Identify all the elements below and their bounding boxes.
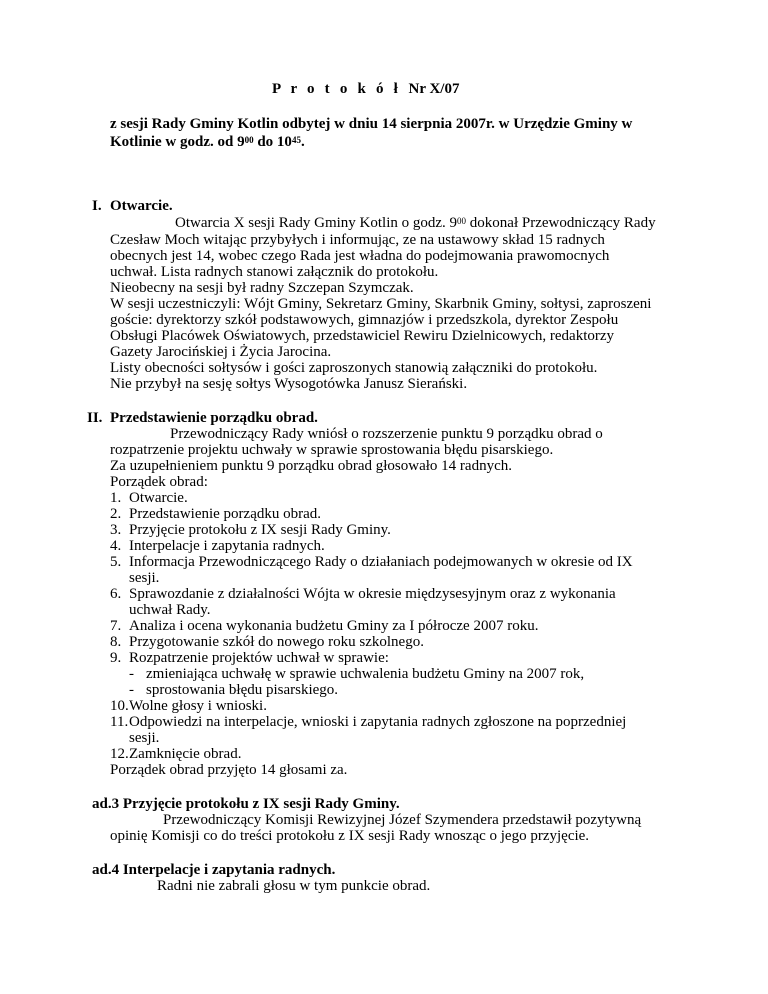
paragraph-line: Przewodniczący Rady wniósł o rozszerzenie punktu 9 porządku obrad o (170, 426, 603, 442)
session-intro (110, 116, 670, 150)
title-word: P r o t o k ó ł (272, 81, 401, 97)
paragraph-line: Przewodniczący Komisji Rewizyjnej Józef Szymendera przedstawił pozytywną (163, 812, 642, 828)
paragraph-line: goście: dyrektorzy szkół podstawowych, gimnazjów i przedszkola, dyrektor Zespołu (110, 312, 619, 328)
paragraph-line: Czesław Moch witając przybyłych i informując, ze na ustawowy skład 15 radnych (110, 232, 605, 248)
paragraph-line: opinię Komisji co do treści protokołu z IX sesji Rady wnosząc o jego przyjęcie. (110, 828, 590, 844)
section-title: ad.3 Przyjęcie protokołu z IX sesji Rady Gminy. (92, 796, 400, 812)
paragraph-line: Listy obecności sołtysów i gości zaproszonych stanowią załączniki do protokołu. (110, 360, 598, 376)
intro-line-2: Kotlinie w godz. od $9^{00}$ do $10^{45}$. (110, 134, 305, 150)
paragraph-line: W sesji uczestniczyli: Wójt Gminy, Sekretarz Gminy, Skarbnik Gminy, sołtysi, zaproszeni (110, 296, 652, 312)
intro-line-1: z sesji Rady Gminy Kotlin odbytej w dniu 14 sierpnia 2007r. w Urzędzie Gminy w (110, 116, 633, 132)
paragraph-line: Radni nie zabrali głosu w tym punkcie obrad. (157, 878, 431, 894)
section-title: Otwarcie. (110, 198, 173, 214)
paragraph-line: Nie przybył na sesję sołtys Wysogotówka Janusz Sierański. (110, 376, 468, 392)
paragraph-line: Porządek obrad przyjęto 14 głosami za. (110, 762, 348, 778)
section-title: ad.4 Interpelacje i zapytania radnych. (92, 862, 336, 878)
section-number: I. (92, 198, 102, 214)
paragraph-line: Otwarcia X sesji Rady Gminy Kotlin o godz. $9^{00}$ dokonał Przewodniczący Rady (175, 215, 656, 231)
paragraph-line: uchwał. Lista radnych stanowi załącznik do protokołu. (110, 264, 439, 280)
section-number: II. (87, 410, 103, 426)
paragraph-line: obecnych jest 14, wobec czego Rada jest władna do podejmowania prawomocnych (110, 248, 610, 264)
section-title: Przedstawienie porządku obrad. (110, 410, 318, 426)
paragraph-line: Za uzupełnieniem punktu 9 porządku obrad głosowało 14 radnych. (110, 458, 512, 474)
paragraph-line: rozpatrzenie projektu uchwały w sprawie sprostowania błędu pisarskiego. (110, 442, 554, 458)
title-number: Nr X/07 (408, 81, 460, 97)
paragraph-line: Obsługi Placówek Oświatowych, przedstawiciel Rewiru Dzielnicowych, redaktorzy (110, 328, 615, 344)
document-title (272, 81, 459, 97)
paragraph-line: Porządek obrad: (110, 474, 208, 490)
paragraph-line: Nieobecny na sesji był radny Szczepan Szymczak. (110, 280, 414, 296)
document-page: P r o t o k ó ł Nr X/07 z sesji Rady Gminy Kotlin odbytej w dniu 14 sierpnia 2007r. w Urzędzie Gminy w Kotlinie w godz. od $9^{00}$ do $10^{45}$. I. Otwarcie. Otwarcia X sesji Rady Gminy Kotlin o godz. $9^{00}$ dokonał Przewodniczący Rady Czesław Moch witając przybyłych i informując, ze na ustawowy skład 15 radnych obecnych jest 14, wobec czego Rada jest władna do podejmowania prawomocnych uchwał. Lista radnych stanowi załącznik do protokołu. Nieobecny na sesji był radny Szczepan Szymczak. W sesji uczestniczyli: Wójt Gminy, Sekretarz Gminy, Skarbnik Gminy, sołtysi, zaproszeni goście: dyrektorzy szkół podstawowych, gimnazjów i przedszkola, dyrektor Zespołu Obsługi Placówek Oświatowych, przedstawiciel Rewiru Dzielnicowych, redaktorzy Gazety Jarocińskiej i Życia Jarocina. Listy obecności sołtysów i gości zaproszonych stanowią załączniki do protokołu. Nie przybył na sesję sołtys Wysogotówka Janusz Sierański. II. Przedstawienie porządku obrad. Przewodniczący Rady wniósł o rozszerzenie punktu 9 porządku obrad o rozpatrzenie projektu uchwały w sprawie sprostowania błędu pisarskiego. Za uzupełnieniem punktu 9 porządku obrad głosowało 14 radnych. Porządek obrad: 1. Otwarcie. 2. Przedstawienie porządku obrad. 3. Przyjęcie protokołu z IX sesji Rady Gminy. 4. Interpelacje i zapytania radnych. 5. Informacja Przewodniczącego Rady o działaniach podejmowanych w okresie od IX sesji. 6. Sprawozdanie z działalności Wójta w okresie międzysesyjnym oraz z wykonania uchwał Rady. 7. Analiza i ocena wykonania budżetu Gminy za I półrocze 2007 roku. 8. Przygotowanie szkół do nowego roku szkolnego. 9. Rozpatrzenie projektów uchwał w sprawie: - zmieniająca uchwałę w sprawie uchwalenia budżetu Gminy na 2007 rok, - sprostowania błędu pisarskiego. 10. Wolne głosy i wnioski. 11. Odpowiedzi na interpelacje, wnioski i zapytania radnych zgłoszone na poprzedniej sesji. 12. Zamknięcie obrad. Porządek obrad przyjęto 14 głosami za. ad.3 Przyjęcie protokołu z IX sesji Rady Gminy. Przewodniczący Komisji Rewizyjnej Józef Szymendera przedstawił pozytywną opinię Komisji co do treści protokołu z IX sesji Rady wnosząc o jego przyjęcie. ad.4 Interpelacje i zapytania radnych. Radni nie zabrali głosu w tym punkcie obrad. (0, 0, 768, 994)
paragraph-line: Gazety Jarocińskiej i Życia Jarocina. (110, 344, 332, 360)
